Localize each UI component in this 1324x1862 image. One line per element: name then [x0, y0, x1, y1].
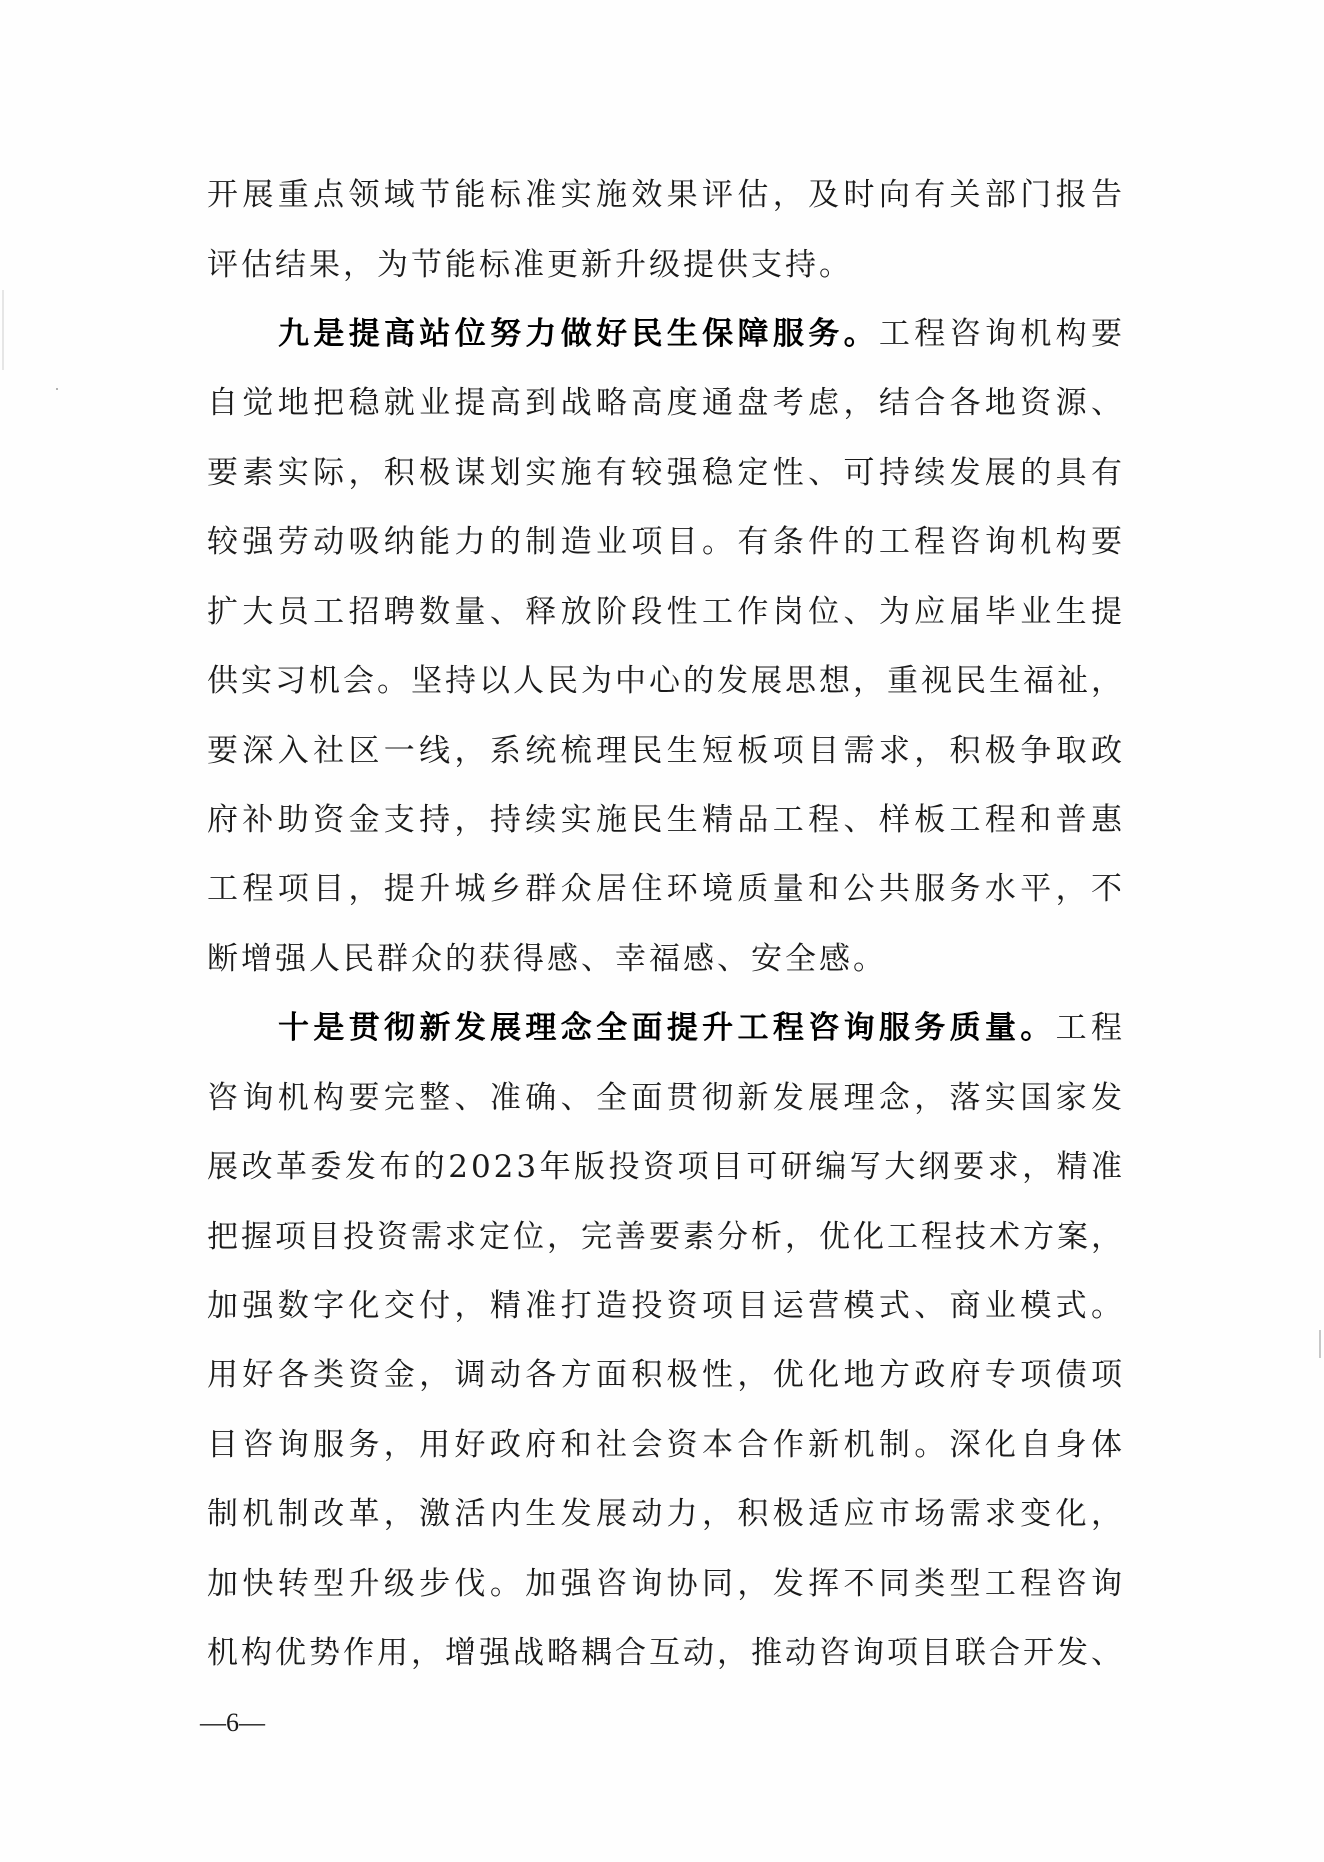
text-line: 较强劳动吸纳能力的制造业项目。有条件的工程咨询机构要 [207, 524, 1125, 560]
text-line: 要深入社区一线，系统梳理民生短板项目需求，积极争取政 [207, 733, 1125, 769]
paragraph-heading-rest: 工程咨询机构要 [878, 316, 1126, 352]
text-line: 府补助资金支持，持续实施民生精品工程、样板工程和普惠 [207, 802, 1125, 838]
text-line: 加强数字化交付，精准打造投资项目运营模式、商业模式。 [207, 1288, 1125, 1324]
paragraph-heading: 十是贯彻新发展理念全面提升工程咨询服务质量。 [278, 1010, 1056, 1046]
text-line: 断增强人民群众的获得感、幸福感、安全感。 [207, 941, 887, 977]
text-line: 用好各类资金，调动各方面积极性，优化地方政府专项债项 [207, 1357, 1125, 1393]
scan-speck [56, 388, 58, 390]
paragraph-first-line [278, 1008, 1125, 1048]
text-line: 开展重点领域节能标准实施效果评估，及时向有关部门报告 [207, 177, 1125, 213]
text-line: 要素实际，积极谋划实施有较强稳定性、可持续发展的具有 [207, 455, 1125, 491]
text-line: 把握项目投资需求定位，完善要素分析，优化工程技术方案， [207, 1219, 1125, 1255]
text-line: 目咨询服务，用好政府和社会资本合作新机制。深化自身体 [207, 1427, 1125, 1463]
paragraph-first-line [278, 314, 1125, 354]
text-line: 评估结果，为节能标准更新升级提供支持。 [207, 247, 853, 283]
paragraph-heading: 九是提高站位努力做好民生保障服务。 [278, 316, 879, 352]
text-line: 供实习机会。坚持以人民为中心的发展思想，重视民生福祉， [207, 663, 1125, 699]
text-line: 机构优势作用，增强战略耦合互动，推动咨询项目联合开发、 [207, 1635, 1125, 1671]
scan-edge-mark [2, 290, 4, 370]
paragraph-heading-rest: 工程 [1055, 1010, 1126, 1046]
text-line: 扩大员工招聘数量、释放阶段性工作岗位、为应届毕业生提 [207, 594, 1125, 630]
text-line: 咨询机构要完整、准确、全面贯彻新发展理念，落实国家发 [207, 1080, 1125, 1116]
text-line: 制机制改革，激活内生发展动力，积极适应市场需求变化， [207, 1496, 1125, 1532]
page-number: —6— [200, 1708, 265, 1737]
text-line: 工程项目，提升城乡群众居住环境质量和公共服务水平，不 [207, 871, 1125, 907]
scan-edge-mark [1319, 1330, 1321, 1358]
text-line: 加快转型升级步伐。加强咨询协同，发挥不同类型工程咨询 [207, 1566, 1125, 1602]
text-line: 展改革委发布的2023年版投资项目可研编写大纲要求，精准 [207, 1149, 1125, 1185]
text-line: 自觉地把稳就业提高到战略高度通盘考虑，结合各地资源、 [207, 385, 1125, 421]
